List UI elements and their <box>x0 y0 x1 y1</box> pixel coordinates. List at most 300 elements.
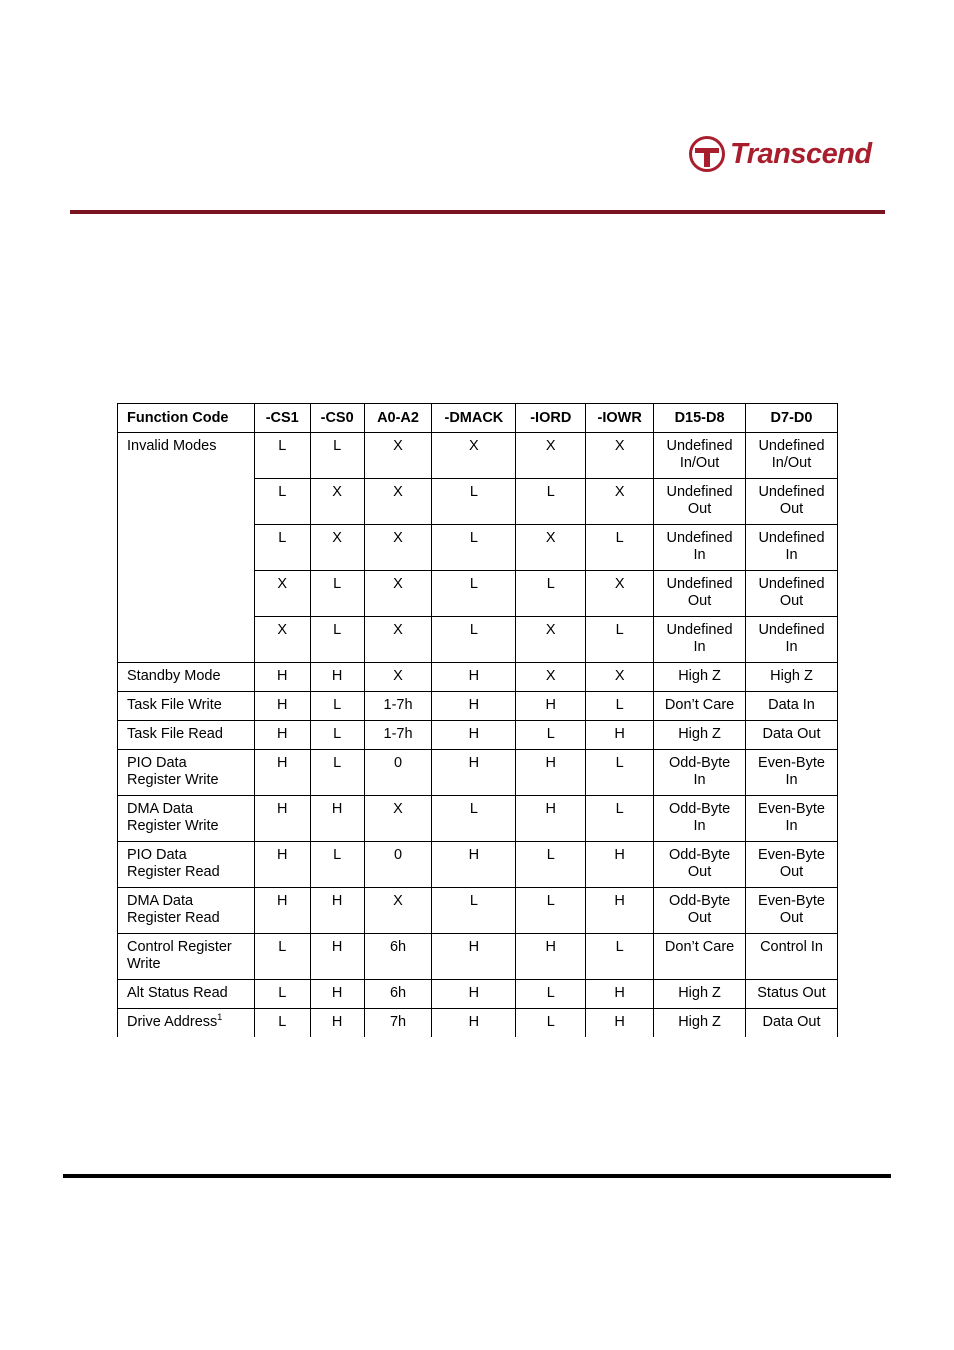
cell-text: Out <box>779 864 804 880</box>
cell-text: 1-7h <box>383 726 413 742</box>
signal-cell <box>586 433 654 479</box>
cell-text: Undefined <box>758 438 825 454</box>
signal-cell <box>516 663 586 692</box>
cell-text: Undefined <box>758 622 825 638</box>
cell-text: L <box>615 801 624 817</box>
cell-text: H <box>468 726 480 742</box>
cell-text: L <box>546 985 555 1001</box>
signal-cell <box>254 842 310 888</box>
signal-cell <box>254 721 310 750</box>
signal-cell <box>254 525 310 571</box>
cell-text: X <box>545 530 556 546</box>
cell-text: Out <box>687 501 712 517</box>
cell-text: PIO Data <box>127 755 187 771</box>
cell-text: L <box>278 484 287 500</box>
cell-text: Alt Status Read <box>127 985 228 1001</box>
cell-text: H <box>614 1014 625 1030</box>
table-row <box>118 842 838 888</box>
signal-cell <box>746 433 838 479</box>
footer-rule <box>63 1174 891 1178</box>
signal-cell <box>516 571 586 617</box>
table-row <box>118 1009 838 1038</box>
signal-cell <box>432 980 516 1009</box>
signal-cell <box>432 617 516 663</box>
cell-text: H <box>545 755 556 771</box>
cell-text: L <box>333 847 342 863</box>
signal-cell <box>364 750 432 796</box>
signal-cell <box>364 721 432 750</box>
signal-cell <box>432 796 516 842</box>
cell-text: X <box>332 484 342 500</box>
function-code-cell <box>118 980 255 1009</box>
table-body <box>118 433 838 1038</box>
cell-text: H <box>276 668 288 684</box>
signal-cell <box>586 796 654 842</box>
signal-cell <box>364 479 432 525</box>
table-row <box>118 433 838 479</box>
signal-cell <box>516 433 586 479</box>
signal-cell <box>516 721 586 750</box>
signal-cell <box>746 479 838 525</box>
cell-text: L <box>546 893 555 909</box>
signal-cell <box>746 692 838 721</box>
signal-cell <box>654 617 746 663</box>
signal-cell <box>654 980 746 1009</box>
signal-cell <box>746 750 838 796</box>
signal-cell <box>310 721 364 750</box>
column-header: Function Code <box>118 404 255 433</box>
header-rule <box>70 210 885 214</box>
table-row <box>118 692 838 721</box>
cell-text: H <box>614 726 625 742</box>
cell-text: H <box>545 939 556 955</box>
cell-text: X <box>614 668 625 684</box>
signal-cell <box>310 842 364 888</box>
signal-cell <box>586 571 654 617</box>
cell-text: PIO Data <box>127 847 187 863</box>
cell-text: High Z <box>678 668 721 684</box>
signal-cell <box>254 1009 310 1038</box>
cell-text: H <box>276 893 288 909</box>
signal-cell <box>310 433 364 479</box>
signal-cell <box>586 663 654 692</box>
cell-text: L <box>469 484 478 500</box>
cell-text: High Z <box>678 1014 721 1030</box>
cell-text: H <box>276 847 288 863</box>
cell-text: L <box>469 801 478 817</box>
function-code-cell <box>118 888 255 934</box>
signal-cell <box>432 721 516 750</box>
cell-text: L <box>278 530 287 546</box>
cell-text: H <box>545 801 556 817</box>
signal-cell <box>746 721 838 750</box>
cell-text: 0 <box>393 755 403 771</box>
cell-text: Register Write <box>127 818 219 834</box>
signal-cell <box>364 796 432 842</box>
cell-text: L <box>278 985 287 1001</box>
signal-cell <box>516 750 586 796</box>
logo-text: Transcend <box>730 138 872 170</box>
signal-cell <box>432 842 516 888</box>
cell-text: X <box>393 668 403 684</box>
cell-text: L <box>333 438 342 454</box>
cell-text: X <box>393 893 403 909</box>
cell-text: H <box>468 697 480 713</box>
cell-text: In <box>693 818 706 834</box>
cell-text: L <box>546 1014 555 1030</box>
cell-text: In <box>785 772 798 788</box>
function-code-table <box>117 403 838 1037</box>
signal-cell <box>654 663 746 692</box>
function-code-cell <box>118 796 255 842</box>
signal-cell <box>254 980 310 1009</box>
signal-cell <box>310 1009 364 1038</box>
cell-text: X <box>469 438 479 454</box>
table-row <box>118 796 838 842</box>
signal-cell <box>364 617 432 663</box>
footnote-marker: 1 <box>217 1012 223 1022</box>
cell-text: In <box>785 547 798 563</box>
signal-cell <box>310 934 364 980</box>
cell-text: L <box>469 576 478 592</box>
cell-text: High Z <box>770 668 813 684</box>
cell-text: X <box>614 484 625 500</box>
cell-text: X <box>545 622 556 638</box>
cell-text: H <box>276 801 288 817</box>
cell-text: Data In <box>768 697 815 713</box>
cell-text: Data Out <box>762 1014 821 1030</box>
cell-text: H <box>331 1014 343 1030</box>
signal-cell <box>586 525 654 571</box>
cell-text: Undefined <box>666 622 733 638</box>
cell-text: Status Out <box>757 985 826 1001</box>
cell-text: L <box>546 726 555 742</box>
signal-cell <box>310 571 364 617</box>
cell-text: Task File Read <box>127 726 223 742</box>
signal-cell <box>654 721 746 750</box>
signal-cell <box>310 479 364 525</box>
cell-text: H <box>468 939 480 955</box>
cell-text: Out <box>687 593 712 609</box>
signal-cell <box>746 980 838 1009</box>
cell-text: High Z <box>678 985 721 1001</box>
function-code-cell <box>118 721 255 750</box>
signal-cell <box>254 571 310 617</box>
table-row <box>118 934 838 980</box>
cell-text: X <box>545 668 556 684</box>
signal-cell <box>746 617 838 663</box>
cell-text: Out <box>687 910 712 926</box>
table-row <box>118 888 838 934</box>
column-header: -DMACK <box>432 404 516 433</box>
cell-text: L <box>333 726 342 742</box>
cell-text: 6h <box>389 939 407 955</box>
cell-text: Undefined <box>758 530 825 546</box>
cell-text: L <box>333 576 342 592</box>
cell-text: H <box>614 893 625 909</box>
signal-cell <box>364 980 432 1009</box>
signal-cell <box>310 663 364 692</box>
cell-text: In <box>693 639 706 655</box>
cell-text: In <box>785 639 798 655</box>
signal-cell <box>586 1009 654 1038</box>
signal-cell <box>654 796 746 842</box>
signal-cell <box>516 692 586 721</box>
signal-cell <box>516 842 586 888</box>
cell-text: DMA Data <box>127 893 194 909</box>
cell-text: L <box>469 530 478 546</box>
cell-text: L <box>278 438 287 454</box>
signal-cell <box>364 1009 432 1038</box>
signal-cell <box>364 888 432 934</box>
signal-cell <box>654 692 746 721</box>
cell-text: X <box>545 438 556 454</box>
signal-cell <box>586 888 654 934</box>
cell-text: Register Write <box>127 772 219 788</box>
cell-text: 1-7h <box>383 697 413 713</box>
cell-text: In <box>785 818 798 834</box>
cell-text: L <box>546 484 555 500</box>
cell-text: Out <box>779 593 804 609</box>
cell-text: Even-Byte <box>758 847 825 863</box>
cell-text: Even-Byte <box>758 801 825 817</box>
signal-cell <box>254 750 310 796</box>
column-header: D15-D8 <box>654 404 746 433</box>
cell-text: Register Read <box>127 910 220 926</box>
cell-text: In/Out <box>679 455 720 471</box>
cell-text: DMA Data <box>127 801 194 817</box>
cell-text: H <box>331 985 343 1001</box>
signal-cell <box>432 934 516 980</box>
cell-text: Task File Write <box>127 697 222 713</box>
table-header-row <box>118 404 838 433</box>
signal-cell <box>364 571 432 617</box>
cell-text: Undefined <box>666 484 733 500</box>
cell-text: H <box>545 697 556 713</box>
cell-text: H <box>468 1014 480 1030</box>
cell-text: In <box>693 772 706 788</box>
signal-cell <box>254 617 310 663</box>
signal-cell <box>746 571 838 617</box>
cell-text: X <box>614 576 625 592</box>
signal-cell <box>746 842 838 888</box>
cell-text: Out <box>779 501 804 517</box>
signal-cell <box>254 692 310 721</box>
cell-text: Undefined <box>758 576 825 592</box>
signal-cell <box>654 1009 746 1038</box>
signal-cell <box>516 617 586 663</box>
cell-text: Out <box>779 910 804 926</box>
table-row <box>118 663 838 692</box>
signal-cell <box>364 842 432 888</box>
signal-cell <box>586 721 654 750</box>
signal-cell <box>654 479 746 525</box>
cell-text: L <box>278 939 287 955</box>
signal-cell <box>432 692 516 721</box>
signal-cell <box>586 692 654 721</box>
signal-cell <box>654 842 746 888</box>
cell-text: X <box>277 622 288 638</box>
signal-cell <box>432 525 516 571</box>
signal-cell <box>364 525 432 571</box>
cell-text: Odd-Byte <box>668 847 731 863</box>
cell-text: 0 <box>393 847 403 863</box>
signal-cell <box>310 796 364 842</box>
signal-cell <box>310 617 364 663</box>
signal-cell <box>586 479 654 525</box>
signal-cell <box>254 479 310 525</box>
cell-text: Data Out <box>762 726 821 742</box>
cell-text: L <box>546 576 555 592</box>
signal-cell <box>586 617 654 663</box>
cell-text: Control In <box>760 939 823 955</box>
function-code-cell <box>118 433 255 663</box>
signal-cell <box>654 433 746 479</box>
function-code-cell <box>118 1009 255 1038</box>
cell-text: X <box>393 530 403 546</box>
cell-text: Control Register <box>127 939 232 955</box>
cell-text: High Z <box>678 726 721 742</box>
cell-text: H <box>468 668 480 684</box>
table-row <box>118 750 838 796</box>
signal-cell <box>432 571 516 617</box>
cell-text: H <box>331 801 343 817</box>
signal-cell <box>746 888 838 934</box>
cell-text: 7h <box>389 1014 407 1030</box>
cell-text: Odd-Byte <box>668 893 731 909</box>
cell-text: L <box>615 530 624 546</box>
signal-cell <box>586 842 654 888</box>
column-header: -CS1 <box>254 404 310 433</box>
column-header: A0-A2 <box>364 404 432 433</box>
signal-cell <box>746 663 838 692</box>
column-header: D7-D0 <box>746 404 838 433</box>
signal-cell <box>516 525 586 571</box>
cell-text: Even-Byte <box>758 755 825 771</box>
signal-cell <box>432 1009 516 1038</box>
cell-text: Don’t Care <box>664 697 735 713</box>
cell-text: In/Out <box>771 455 812 471</box>
column-header: -CS0 <box>310 404 364 433</box>
signal-cell <box>364 934 432 980</box>
cell-text: L <box>278 1014 287 1030</box>
cell-text: X <box>277 576 288 592</box>
signal-cell <box>310 980 364 1009</box>
signal-cell <box>516 796 586 842</box>
signal-cell <box>310 888 364 934</box>
cell-text: Undefined <box>666 438 733 454</box>
cell-text: X <box>393 576 403 592</box>
cell-text: H <box>276 726 288 742</box>
cell-text: X <box>614 438 625 454</box>
cell-text: L <box>469 622 478 638</box>
cell-text: 6h <box>389 985 407 1001</box>
cell-text: X <box>393 801 403 817</box>
cell-text: H <box>276 755 288 771</box>
cell-text: H <box>614 847 625 863</box>
signal-cell <box>432 663 516 692</box>
cell-text: X <box>393 622 403 638</box>
signal-cell <box>654 525 746 571</box>
cell-text: Drive Address <box>127 1014 218 1030</box>
signal-cell <box>432 750 516 796</box>
cell-text: X <box>393 484 403 500</box>
signal-cell <box>586 750 654 796</box>
signal-cell <box>310 692 364 721</box>
signal-cell <box>516 980 586 1009</box>
cell-text: Undefined <box>666 530 733 546</box>
signal-cell <box>254 888 310 934</box>
signal-cell <box>746 525 838 571</box>
table-row <box>118 980 838 1009</box>
cell-text: X <box>393 438 403 454</box>
function-code-cell <box>118 750 255 796</box>
cell-text: Undefined <box>666 576 733 592</box>
signal-cell <box>432 433 516 479</box>
cell-text: H <box>331 893 343 909</box>
cell-text: L <box>333 755 342 771</box>
signal-cell <box>310 525 364 571</box>
signal-cell <box>516 888 586 934</box>
cell-text: H <box>614 985 625 1001</box>
cell-text: Even-Byte <box>758 893 825 909</box>
signal-cell <box>516 934 586 980</box>
cell-text: Invalid Modes <box>127 438 217 454</box>
signal-cell <box>432 479 516 525</box>
signal-cell <box>586 980 654 1009</box>
signal-cell <box>364 433 432 479</box>
signal-cell <box>254 934 310 980</box>
table-row <box>118 721 838 750</box>
cell-text: Standby Mode <box>127 668 221 684</box>
signal-cell <box>432 888 516 934</box>
cell-text: X <box>332 530 342 546</box>
cell-text: Out <box>687 864 712 880</box>
cell-text: In <box>693 547 706 563</box>
signal-cell <box>254 663 310 692</box>
function-code-cell <box>118 934 255 980</box>
column-header: -IOWR <box>586 404 654 433</box>
function-code-cell <box>118 842 255 888</box>
signal-cell <box>746 934 838 980</box>
signal-cell <box>254 433 310 479</box>
signal-cell <box>364 663 432 692</box>
signal-cell <box>746 1009 838 1038</box>
signal-cell <box>654 750 746 796</box>
cell-text: H <box>331 939 343 955</box>
cell-text: L <box>546 847 555 863</box>
cell-text: H <box>468 847 480 863</box>
signal-cell <box>364 692 432 721</box>
signal-cell <box>586 934 654 980</box>
column-header: -IORD <box>516 404 586 433</box>
cell-text: Undefined <box>758 484 825 500</box>
cell-text: Odd-Byte <box>668 755 731 771</box>
function-code-cell <box>118 692 255 721</box>
transcend-logo <box>688 133 872 175</box>
signal-cell <box>654 888 746 934</box>
cell-text: Don’t Care <box>664 939 735 955</box>
cell-text: H <box>276 697 288 713</box>
cell-text: Register Read <box>127 864 220 880</box>
cell-text: L <box>469 893 478 909</box>
cell-text: L <box>615 697 624 713</box>
signal-cell <box>746 796 838 842</box>
function-code-cell <box>118 663 255 692</box>
cell-text: H <box>331 668 343 684</box>
cell-text: L <box>333 622 342 638</box>
transcend-logo-mark-icon <box>688 135 726 173</box>
